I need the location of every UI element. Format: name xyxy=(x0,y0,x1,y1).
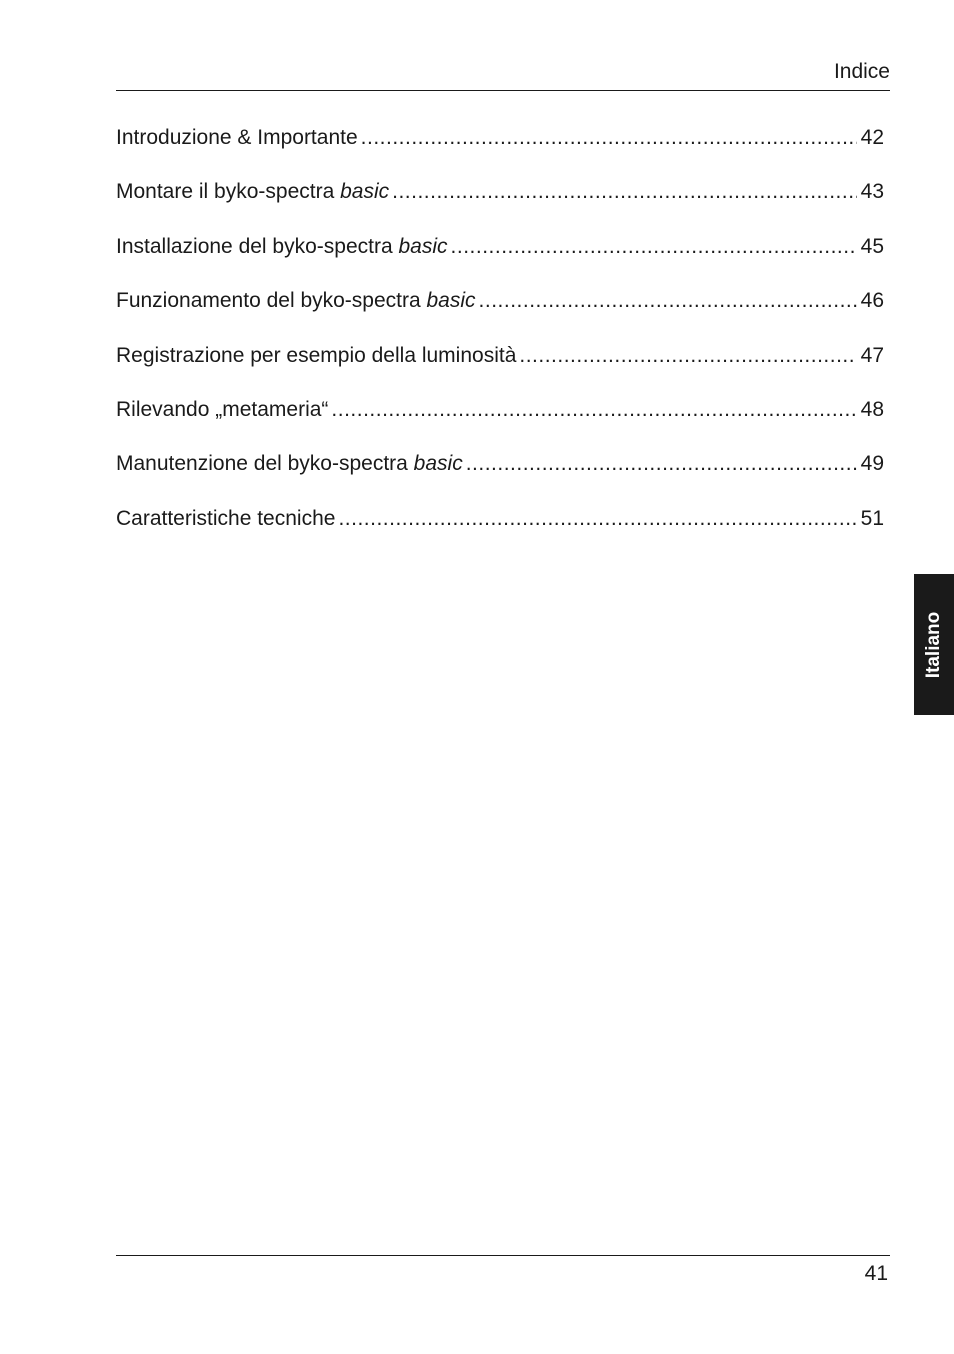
toc-entry-page: 51 xyxy=(860,506,884,530)
toc-dot-leader xyxy=(519,340,856,372)
toc-entry[interactable] xyxy=(116,285,884,339)
footer-divider xyxy=(116,1255,890,1256)
toc-entry-title: Installazione del byko-spectra basic xyxy=(116,234,448,258)
toc-entry[interactable] xyxy=(116,340,884,394)
toc-entry[interactable] xyxy=(116,231,884,285)
language-tab-label: Italiano xyxy=(923,611,944,678)
toc-entry-title: Registrazione per esempio della luminosità xyxy=(116,343,517,367)
toc-entry-page: 42 xyxy=(860,126,884,149)
toc-entry-page: 47 xyxy=(860,343,884,367)
toc-entry-page: 46 xyxy=(860,289,884,313)
toc-entry-title: Rilevando „metameria“ xyxy=(116,397,329,421)
toc-entry-title: Manutenzione del byko-spectra basic xyxy=(116,452,463,476)
toc-entry-page: 48 xyxy=(860,397,884,421)
header-divider xyxy=(116,90,890,91)
toc-entry-page: 45 xyxy=(860,234,884,258)
toc-entry-page: 49 xyxy=(860,452,884,476)
toc-entry-page: 43 xyxy=(860,180,884,204)
page-header-title: Indice xyxy=(833,60,890,83)
toc-entry[interactable] xyxy=(116,394,884,448)
toc-entry[interactable] xyxy=(116,503,884,557)
table-of-contents xyxy=(116,122,884,557)
toc-dot-leader xyxy=(338,503,856,535)
toc-entry-title: Montare il byko-spectra basic xyxy=(116,180,390,204)
page-number: 41 xyxy=(864,1262,888,1285)
toc-entry[interactable] xyxy=(116,122,884,176)
toc-dot-leader xyxy=(392,176,857,208)
toc-entry[interactable] xyxy=(116,176,884,230)
toc-entry[interactable] xyxy=(116,448,884,502)
toc-dot-leader xyxy=(451,231,857,263)
toc-entry-title: Introduzione & Importante xyxy=(116,126,358,149)
toc-dot-leader xyxy=(331,394,856,426)
toc-dot-leader xyxy=(479,285,857,317)
toc-dot-leader xyxy=(361,122,857,154)
language-side-tab xyxy=(914,574,954,715)
toc-entry-title: Funzionamento del byko-spectra basic xyxy=(116,289,476,313)
toc-entry-title: Caratteristiche tecniche xyxy=(116,506,336,530)
toc-dot-leader xyxy=(466,448,857,480)
